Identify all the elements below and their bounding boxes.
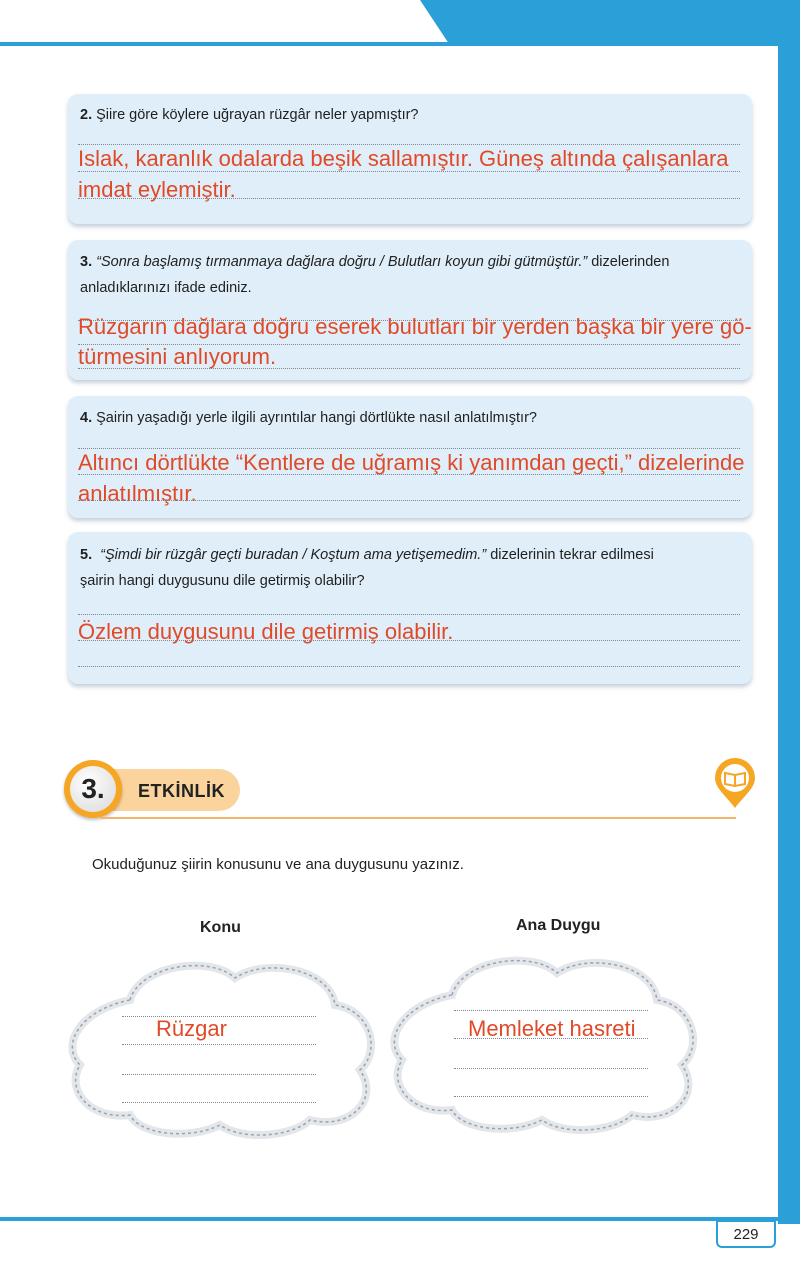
answer-line [78, 666, 740, 667]
cloud-answer-line [454, 1068, 648, 1069]
activity-rule [100, 817, 736, 819]
book-pin-icon [712, 758, 758, 810]
cloud-answer-line [122, 1074, 316, 1075]
answer-line [78, 614, 740, 615]
answer-line [78, 474, 740, 475]
page-number: 229 [716, 1220, 776, 1248]
question-prompt: dizelerinden [587, 254, 670, 270]
cloud-answer-line [122, 1102, 316, 1103]
answer-line [78, 368, 740, 369]
answer-text: imdat eylemiştir. [78, 177, 236, 202]
cloud-answer-line [122, 1044, 316, 1045]
activity-instruction: Okuduğunuz şiirin konusunu ve ana duygusunu yazınız. [92, 856, 464, 873]
cloud-answer-line [454, 1038, 648, 1039]
question-text [80, 542, 740, 594]
answer-text: Özlem duygusunu dile getirmiş olabilir. [78, 619, 454, 644]
question-number: 3. [80, 254, 93, 270]
question-prompt-line2: şairin hangi duygusunu dile getirmiş olabilir? [80, 573, 365, 589]
side-bar [778, 44, 800, 1224]
cloud-shape [60, 950, 386, 1140]
question-quote: “Şimdi bir rüzgâr geçti buradan / Koştum ama yetişemedim.” [100, 547, 487, 563]
header-rule [0, 42, 450, 46]
question-number: 4. [80, 410, 93, 426]
question-prompt: Şiire göre köylere uğrayan rüzgâr neler yapmıştır? [96, 107, 419, 123]
question-quote: “Sonra başlamış tırmanmaya dağlara doğru / Bulutları koyun gibi gütmüştür.” [96, 254, 588, 270]
answer-text: Islak, karanlık odalarda beşik sallamıştır. Güneş altında çalışanlara [78, 146, 729, 171]
answer-text: Rüzgarın dağlara doğru eserek bulutları bir yerden başka bir yere gö- [78, 314, 752, 339]
answer-line [78, 198, 740, 199]
question-text [80, 102, 740, 128]
cloud-label-ana-duygu: Ana Duygu [516, 917, 601, 934]
activity-number: 3. [70, 766, 116, 812]
footer-rule [0, 1217, 800, 1221]
question-number: 2. [80, 107, 93, 123]
question-box-3 [68, 240, 752, 380]
question-text [80, 405, 740, 431]
cloud-answer-line [454, 1096, 648, 1097]
question-prompt: dizelerinin tekrar edilmesi [486, 547, 654, 563]
answer-text: Altıncı dörtlükte “Kentlere de uğramış ki yanımdan geçti,” dizelerinde [78, 450, 745, 475]
cloud-label-konu: Konu [200, 919, 241, 936]
question-text [80, 249, 740, 301]
question-prompt-line2: anladıklarınızı ifade ediniz. [80, 280, 252, 296]
header-tab [420, 0, 800, 46]
question-prompt: Şairin yaşadığı yerle ilgili ayrıntılar hangi dörtlükte nasıl anlatılmıştır? [96, 410, 537, 426]
question-box-2 [68, 94, 752, 224]
answer-line [78, 640, 740, 641]
cloud-answer-konu: Rüzgar [156, 1016, 227, 1041]
answer-text: türmesini anlıyorum. [78, 344, 277, 369]
activity-label: ETKİNLİK [138, 781, 225, 801]
question-box-5 [68, 532, 752, 684]
answer-line [78, 500, 740, 501]
question-box-4 [68, 396, 752, 518]
answer-line [78, 171, 740, 172]
cloud-answer-line [454, 1010, 648, 1011]
cloud-answer-ana-duygu: Memleket hasreti [468, 1016, 636, 1041]
question-number: 5. [80, 547, 93, 563]
answer-text: anlatılmıştır. [78, 481, 197, 506]
